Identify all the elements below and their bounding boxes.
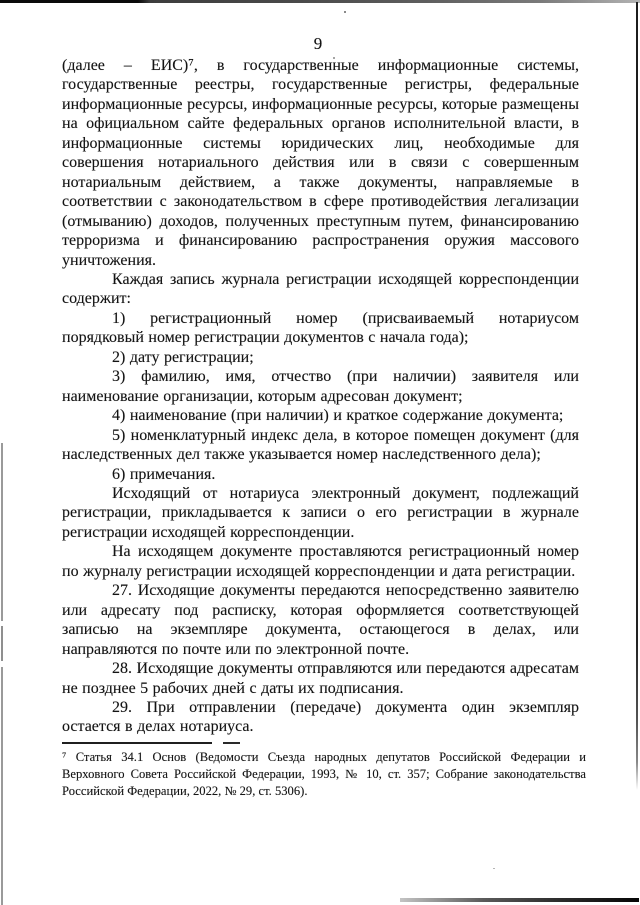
paragraph-item-27: 27. Исходящие документы передаются непосредственно заявителю или адресату под расписку, которая оформляется соответствующей записью на экземпляре документа, остающегося в делах, или направляются по почте или по электронной почте. bbox=[62, 582, 579, 658]
paragraph: Исходящий от нотариуса электронный документ, подлежащий регистрации, прикладывается к записи о его регистрации в журнале регистрации исходящей корреспонденции. bbox=[62, 484, 579, 541]
footnote-separator-rule bbox=[62, 742, 240, 744]
list-item-2: 2) дату регистрации; bbox=[112, 348, 254, 366]
scan-artifact-right-edge bbox=[636, 2, 638, 790]
scan-noise-speck bbox=[493, 868, 495, 869]
list-item-1: 1) регистрационный номер (присваиваемый нотариусом порядковый номер регистрации документов с начала года); bbox=[62, 309, 579, 347]
scan-artifact-bottom-edge bbox=[400, 898, 639, 902]
scan-artifact-left-edge bbox=[1, 443, 3, 905]
paragraph-item-28: 28. Исходящие документы отправляются или передаются адресатам не позднее 5 рабочих дней с даты их подписания. bbox=[62, 660, 579, 697]
footnote-text: ⁷ Статья 34.1 Основ (Ведомости Съезда народных депутатов Российской Федерации и Верховного Совета Российской Федерации, 1993, № 10, ст. 357; Собрание законодательства Российской Федерации, 2022, № 29, ст. 5306). bbox=[62, 750, 586, 799]
document-body bbox=[62, 56, 579, 737]
paragraph-continuation: (далее – ЕИС)⁷, в государственные информационные системы, государственные реестры, государственные регистры, федеральные информационные ресурсы, информационные ресурсы, которые размещены на официальном сайте федеральных органов исполнительной власти, в информационные системы юридических лиц, необходимые для совершения нотариального действия или в связи с совершенным нотариальным действием, а также документы, направляемые в соответствии с законодательством в сфере противодействия легализации (отмыванию) доходов, полученных преступным путем, финансированию терроризма и финансированию распространения оружия массового уничтожения. bbox=[62, 57, 579, 269]
page-number: 9 bbox=[313, 34, 323, 53]
list-item-4: 4) наименование (при наличии) и краткое содержание документа; bbox=[112, 407, 564, 425]
scan-noise-speck bbox=[344, 11, 346, 13]
list-item-6: 6) примечания. bbox=[112, 465, 216, 483]
list-item-3: 3) фамилию, имя, отчество (при наличии) заявителя или наименование организации, которым адресован документ; bbox=[62, 368, 579, 405]
paragraph: Каждая запись журнала регистрации исходящей корреспонденции содержит: bbox=[62, 270, 579, 308]
paragraph-item-29: 29. При отправлении (передаче) документа один экземпляр остается в делах нотариуса. bbox=[62, 698, 579, 736]
list-item-5: 5) номенклатурный индекс дела, в которое помещен документ (для наследственных дел также указывается номер наследственного дела); bbox=[62, 426, 579, 464]
footnote-area bbox=[62, 742, 586, 801]
paragraph: На исходящем документе проставляются регистрационный номер по журналу регистрации исходящей корреспонденции и дата регистрации. bbox=[62, 543, 579, 580]
scan-artifact-top-edge bbox=[0, 0, 640, 3]
